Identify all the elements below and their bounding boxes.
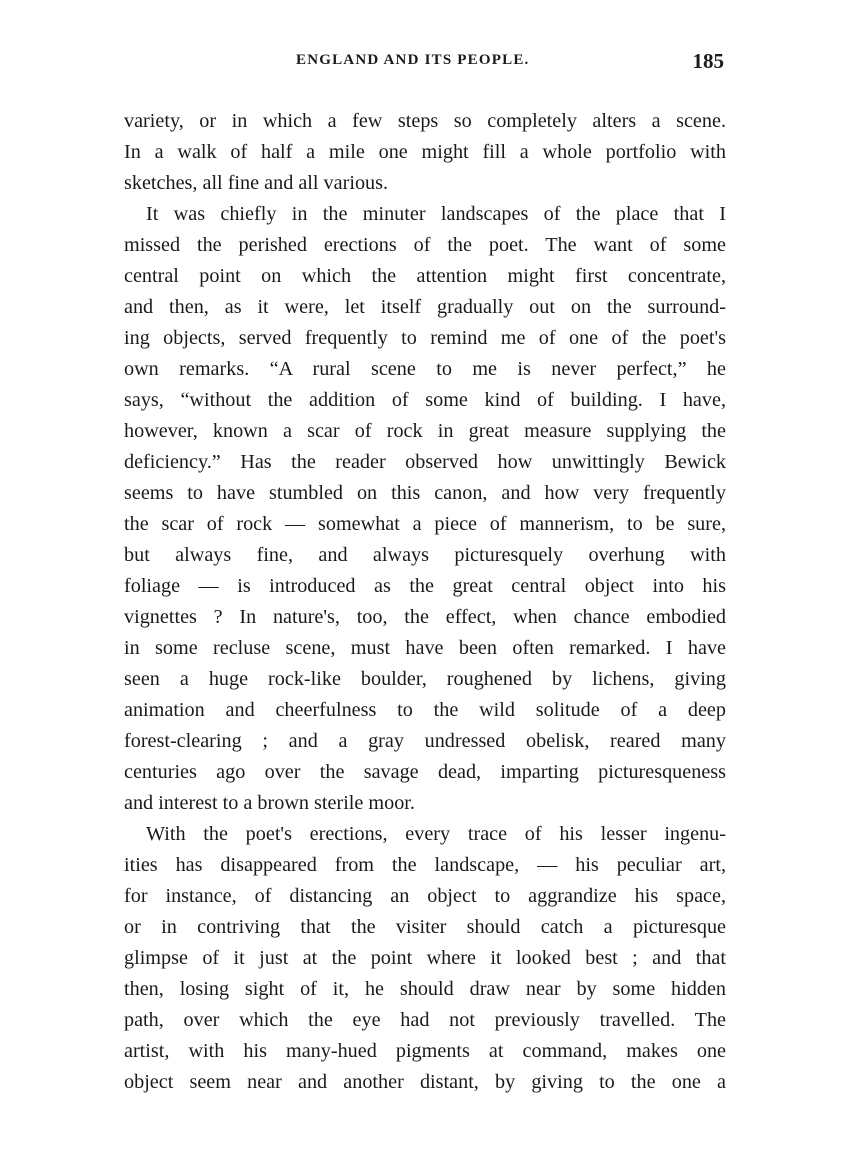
paragraph (124, 106, 726, 199)
text-line: missed the perished erections of the poet. The want of some (124, 234, 726, 256)
text-line: the scar of rock — somewhat a piece of mannerism, to be sure, (124, 513, 726, 535)
text-line: artist, with his many-hued pigments at command, makes one (124, 1040, 726, 1062)
text-line: deficiency.” Has the reader observed how unwittingly Bewick (124, 451, 726, 473)
text-line: With the poet's erections, every trace of his lesser ingenu- (146, 823, 726, 845)
text-line: object seem near and another distant, by giving to the one a (124, 1071, 726, 1093)
paragraph (124, 819, 726, 1098)
text-line: then, losing sight of it, he should draw near by some hidden (124, 978, 726, 1000)
text-line: own remarks. “A rural scene to me is never perfect,” he (124, 358, 726, 380)
text-line: animation and cheerfulness to the wild solitude of a deep (124, 699, 726, 721)
text-line: vignettes ? In nature's, too, the effect, when chance embodied (124, 606, 726, 628)
text-line: foliage — is introduced as the great central object into his (124, 575, 726, 597)
text-line: or in contriving that the visiter should catch a picturesque (124, 916, 726, 938)
text-line: and then, as it were, let itself gradually out on the surround- (124, 296, 726, 318)
text-line: glimpse of it just at the point where it looked best ; and that (124, 947, 726, 969)
paragraph (124, 199, 726, 819)
text-line: variety, or in which a few steps so completely alters a scene. (124, 110, 726, 132)
text-line: but always fine, and always picturesquely overhung with (124, 544, 726, 566)
text-line: says, “without the addition of some kind of building. I have, (124, 389, 726, 411)
text-line: centuries ago over the savage dead, imparting picturesqueness (124, 761, 726, 783)
text-line: for instance, of distancing an object to aggrandize his space, (124, 885, 726, 907)
text-line: In a walk of half a mile one might fill a whole portfolio with (124, 141, 726, 163)
text-line: It was chiefly in the minuter landscapes of the place that I (146, 203, 726, 225)
text-line: however, known a scar of rock in great measure supplying the (124, 420, 726, 442)
page-header (124, 50, 726, 80)
text-line: sketches, all fine and all various. (124, 172, 389, 194)
body-text (124, 106, 726, 1098)
text-line: central point on which the attention might first concentrate, (124, 265, 726, 287)
text-line: seems to have stumbled on this canon, and how very frequently (124, 482, 726, 504)
page-number: 185 (692, 49, 724, 73)
text-line: path, over which the eye had not previously travelled. The (124, 1009, 726, 1031)
text-line: ities has disappeared from the landscape, — his peculiar art, (124, 854, 726, 876)
text-line: seen a huge rock-like boulder, roughened by lichens, giving (124, 668, 726, 690)
text-line: in some recluse scene, must have been often remarked. I have (124, 637, 726, 659)
text-line: forest-clearing ; and a gray undressed obelisk, reared many (124, 730, 726, 752)
text-line: ing objects, served frequently to remind me of one of the poet's (124, 327, 726, 349)
text-line: and interest to a brown sterile moor. (124, 792, 415, 814)
running-title: ENGLAND AND ITS PEOPLE. (296, 52, 530, 68)
